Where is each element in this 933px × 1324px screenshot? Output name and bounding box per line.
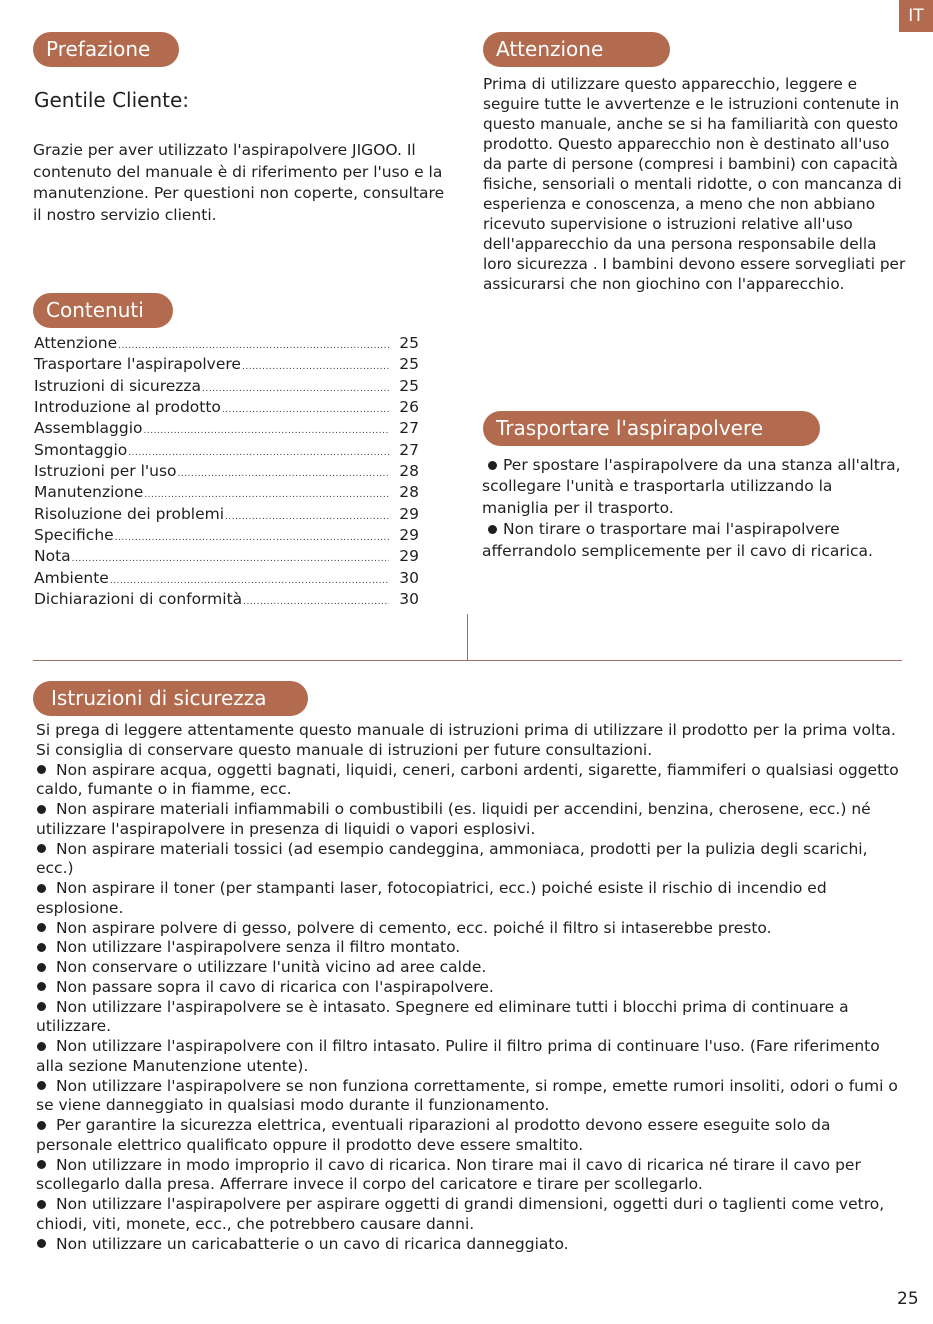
toc-entry[interactable]: Specifiche ..... 29 — [34, 525, 419, 546]
contenuti-heading: Contenuti — [33, 293, 173, 328]
list-item: Per spostare l'aspirapolvere da una stanza all'altra, scollegare l'unità e trasportarla utilizzando la maniglia per il trasporto. — [482, 456, 901, 517]
toc-entry[interactable]: Introduzione al prodotto ..... 26 — [34, 397, 419, 418]
bullet-icon — [37, 982, 46, 991]
table-of-contents — [34, 333, 419, 610]
attenzione-heading: Attenzione — [483, 32, 670, 67]
toc-entry[interactable]: Smontaggio ..... 27 — [34, 440, 419, 461]
bullet-icon — [37, 1042, 46, 1051]
list-item: Non aspirare materiali tossici (ad esempio candeggina, ammoniaca, prodotti per la pulizia degli scarichi, ecc.) — [36, 839, 868, 878]
trasportare-list — [482, 455, 902, 562]
bullet-icon — [37, 844, 46, 853]
toc-entry[interactable]: Manutenzione ..... 28 — [34, 482, 419, 503]
list-item: Non utilizzare in modo improprio il cavo di ricarica. Non tirare mai il cavo di ricarica né tirare il cavo per scollegarlo dalla presa. Afferrare invece il corpo del caricatore e tirare per scollegarlo. — [36, 1155, 861, 1194]
language-tab: IT — [899, 0, 933, 32]
list-item: Non utilizzare l'aspirapolvere se non funziona correttamente, si rompe, emette rumori insoliti, odori o fumi o se viene danneggiato in qualsiasi modo durante il funzionamento. — [36, 1076, 898, 1115]
attenzione-body: Prima di utilizzare questo apparecchio, leggere e seguire tutte le avvertenze e le istruzioni contenute in questo manuale, anche se si ha familiarità con questo prodotto. Questo apparecchio non è destinato all'uso da parte di persone (compresi i bambini) con capacità fisiche, sensoriali o mentali ridotte, o con mancanza di esperienza e conoscenza, a meno che non abbiano ricevuto supervisione o istruzioni relative all'uso dell'apparecchio da una persona responsabile della loro sicurezza . I bambini devono essere sorvegliati per assicurarsi che non giochino con l'apparecchio. — [483, 75, 906, 293]
list-item: Non utilizzare l'aspirapolvere se è intasato. Spegnere ed eliminare tutti i blocchi prima di continuare a utilizzare. — [36, 997, 849, 1036]
prefazione-heading: Prefazione — [33, 32, 179, 67]
bullet-icon — [37, 943, 46, 952]
toc-entry[interactable]: Nota ..... 29 — [34, 546, 419, 567]
greeting: Gentile Cliente: — [34, 88, 190, 112]
bullet-icon — [37, 805, 46, 814]
list-item: Non tirare o trasportare mai l'aspirapolvere afferrandolo semplicemente per il cavo di ricarica. — [482, 520, 873, 560]
list-item: Non conservare o utilizzare l'unità vicino ad aree calde. — [36, 958, 902, 978]
list-item: Non utilizzare l'aspirapolvere senza il filtro montato. — [36, 938, 902, 958]
bullet-icon — [37, 884, 46, 893]
list-item: Non aspirare il toner (per stampanti laser, fotocopiatrici, ecc.) poiché esiste il rischio di incendio ed esplosione. — [36, 879, 827, 917]
list-item: Non passare sopra il cavo di ricarica con l'aspirapolvere. — [36, 978, 902, 998]
sicurezza-list — [36, 721, 902, 1254]
toc-entry[interactable]: Risoluzione dei problemi ..... 29 — [34, 504, 419, 525]
toc-entry[interactable]: Attenzione ..... 25 — [34, 333, 419, 354]
bullet-icon — [37, 1002, 46, 1011]
bullet-icon — [488, 525, 497, 534]
bullet-icon — [37, 1239, 46, 1248]
toc-entry[interactable]: Ambiente ..... 30 — [34, 568, 419, 589]
bullet-icon — [37, 1121, 46, 1130]
list-item: Non utilizzare l'aspirapolvere con il filtro intasato. Pulire il filtro prima di continuare l'uso. (Fare riferimento alla sezione Manutenzione utente). — [36, 1037, 880, 1075]
list-item: Non aspirare polvere di gesso, polvere di cemento, ecc. poiché il filtro si intaserebbe presto. — [36, 919, 902, 939]
page-number: 25 — [897, 1289, 919, 1309]
list-item: Non aspirare materiali infiammabili o combustibili (es. liquidi per accendini, benzina, cherosene, ecc.) né utilizzare l'aspirapolvere in presenza di liquidi o vapori esplosivi. — [36, 800, 871, 838]
bullet-icon — [488, 461, 497, 470]
list-item: Non utilizzare l'aspirapolvere per aspirare oggetti di grandi dimensioni, oggetti duri o taglienti come vetro, chiodi, viti, monete, ecc., che potrebbero causare danni. — [36, 1195, 885, 1233]
prefazione-body: Grazie per aver utilizzato l'aspirapolvere JIGOO. Il contenuto del manuale è di riferimento per l'uso e la manutenzione. Per questioni non coperte, consultare il nostro servizio clienti. — [33, 141, 445, 224]
bullet-icon — [37, 1081, 46, 1090]
bullet-icon — [37, 923, 46, 932]
bullet-icon — [37, 765, 46, 774]
section-divider — [33, 660, 902, 661]
bullet-icon — [37, 1200, 46, 1209]
column-divider — [467, 614, 468, 661]
list-item: Non utilizzare un caricabatterie o un cavo di ricarica danneggiato. — [36, 1235, 902, 1255]
list-item: Per garantire la sicurezza elettrica, eventuali riparazioni al prodotto devono essere eseguite solo da personale elettrico qualificato oppure il prodotto deve essere smaltito. — [36, 1116, 831, 1154]
toc-entry[interactable]: Assemblaggio ..... 27 — [34, 418, 419, 439]
sicurezza-intro: Si prega di leggere attentamente questo manuale di istruzioni prima di utilizzare il prodotto per la prima volta. Si consiglia di conservare questo manuale di istruzioni per future consultazioni. — [36, 721, 896, 759]
toc-entry[interactable]: Istruzioni per l'uso ..... 28 — [34, 461, 419, 482]
toc-entry[interactable]: Istruzioni di sicurezza ..... 25 — [34, 376, 419, 397]
bullet-icon — [37, 963, 46, 972]
sicurezza-heading: Istruzioni di sicurezza — [33, 681, 308, 716]
trasportare-heading: Trasportare l'aspirapolvere — [483, 411, 820, 446]
bullet-icon — [37, 1160, 46, 1169]
list-item: Non aspirare acqua, oggetti bagnati, liquidi, ceneri, carboni ardenti, sigarette, fiammiferi o qualsiasi oggetto caldo, fumante o in fiamme, ecc. — [36, 760, 899, 799]
toc-entry[interactable]: Dichiarazioni di conformità ..... 30 — [34, 589, 419, 610]
toc-entry[interactable]: Trasportare l'aspirapolvere ..... 25 — [34, 354, 419, 375]
